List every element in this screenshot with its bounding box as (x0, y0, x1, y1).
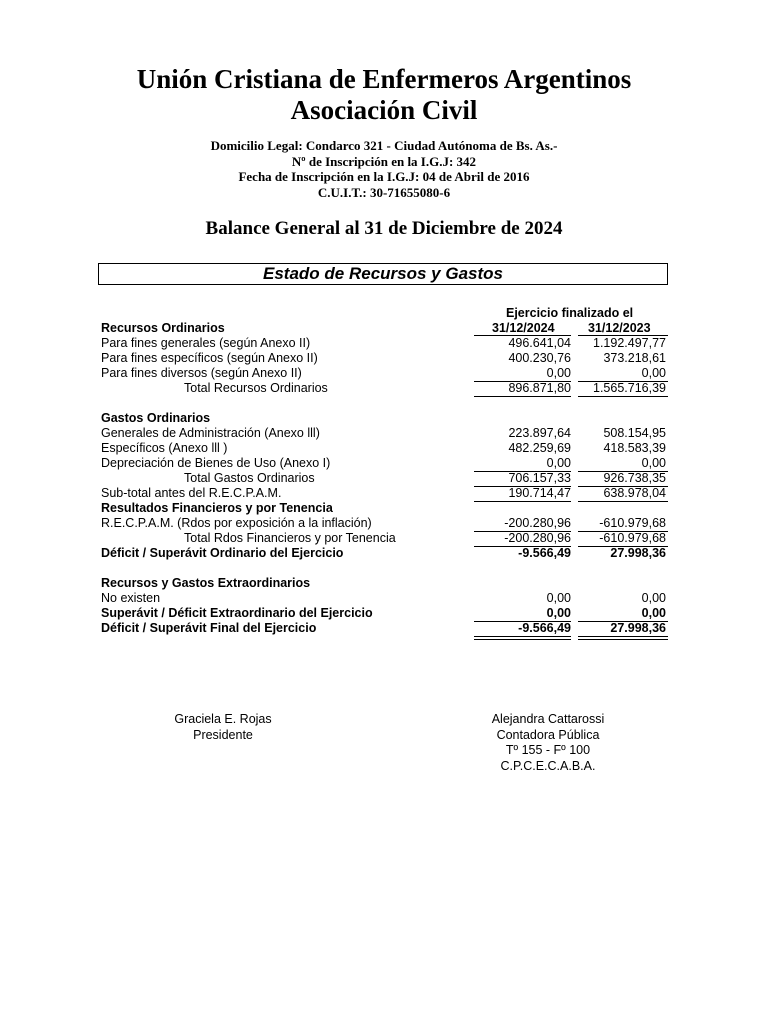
value-2024: -200.280,96 (504, 516, 571, 530)
value-2023: 1.192.497,77 (593, 336, 666, 350)
value-2024: -9.566,49 (518, 621, 571, 635)
value-2024: 896.871,80 (508, 381, 571, 395)
value-2024: 400.230,76 (508, 351, 571, 365)
igj-registration-date: Fecha de Inscripción en la I.G.J: 04 de Abril de 2016 (238, 169, 530, 184)
total-rule-2023 (578, 396, 668, 397)
value-2024: 190.714,47 (508, 486, 571, 500)
value-2023: 27.998,36 (610, 546, 666, 560)
section-heading-extraordinarios: Recursos y Gastos Extraordinarios (101, 576, 311, 590)
period-label: Ejercicio finalizado el (506, 306, 634, 320)
accountant-council: C.P.C.E.C.A.B.A. (500, 758, 596, 773)
total-row-label: Total Gastos Ordinarios (184, 471, 315, 485)
value-2023: -610.979,68 (599, 531, 666, 545)
result-row-label: Déficit / Superávit Ordinario del Ejercicio (101, 546, 344, 560)
value-2024: 482.259,69 (508, 441, 571, 455)
value-2023: 418.583,39 (603, 441, 666, 455)
row-label: Específicos (Anexo lll ) (101, 441, 228, 455)
final-double-rule-2024 (474, 639, 571, 640)
column-header-2023: 31/12/2023 (588, 321, 651, 335)
value-2023: 508.154,95 (603, 426, 666, 440)
value-2023: 638.978,04 (603, 486, 666, 500)
total-rule-2024 (474, 396, 571, 397)
final-double-rule-2024 (474, 636, 571, 637)
value-2023: 373.218,61 (603, 351, 666, 365)
final-double-rule-2023 (578, 639, 668, 640)
row-label: Sub-total antes del R.E.C.P.A.M. (101, 486, 282, 500)
igj-registration-number: Nº de Inscripción en la I.G.J: 342 (291, 153, 477, 169)
section-heading-recursos-ordinarios: Recursos Ordinarios (101, 321, 225, 335)
signature-accountant (473, 712, 623, 774)
value-2023: 0,00 (641, 366, 666, 380)
section-heading-gastos-ordinarios: Gastos Ordinarios (101, 411, 211, 425)
total-row-label: Total Rdos Financieros y por Tenencia (184, 531, 396, 545)
column-header-2024: 31/12/2024 (492, 321, 555, 335)
president-name: Graciela E. Rojas (174, 712, 272, 726)
accountant-role: Contadora Pública (496, 727, 600, 742)
subtotal-rule-2024 (474, 501, 571, 502)
row-label: R.E.C.P.A.M. (Rdos por exposición a la inflación) (101, 516, 372, 530)
row-label: No existen (101, 591, 161, 605)
value-2024: 496.641,04 (508, 336, 571, 350)
value-2023: 0,00 (641, 606, 666, 620)
registration-info (0, 138, 768, 200)
cuit-number: C.U.I.T.: 30-71655080-6 (317, 184, 451, 200)
row-label: Generales de Administración (Anexo lll) (101, 426, 320, 440)
result-row-label: Superávit / Déficit Extraordinario del Ejercicio (101, 606, 373, 620)
value-2024: 223.897,64 (508, 426, 571, 440)
value-2023: 926.738,35 (603, 471, 666, 485)
organization-name (0, 64, 768, 126)
value-2024: -200.280,96 (504, 531, 571, 545)
president-role: Presidente (193, 727, 253, 742)
total-row-label: Total Recursos Ordinarios (184, 381, 328, 395)
value-2024: 706.157,33 (508, 471, 571, 485)
row-label: Para fines diversos (según Anexo II) (101, 366, 302, 380)
legal-address: Domicilio Legal: Condarco 321 - Ciudad Autónoma de Bs. As.- (210, 138, 558, 153)
value-2024: 0,00 (546, 366, 571, 380)
value-2024: 0,00 (546, 456, 571, 470)
accountant-tomo-folio: Tº 155 - Fº 100 (505, 743, 591, 757)
value-2023: 27.998,36 (610, 621, 666, 635)
value-2024: 0,00 (546, 591, 571, 605)
statement-section-title: Estado de Recursos y Gastos (98, 263, 668, 285)
value-2023: 0,00 (641, 456, 666, 470)
balance-title: Balance General al 31 de Diciembre de 2024 (205, 218, 563, 239)
row-label: Para fines generales (según Anexo II) (101, 336, 311, 350)
organization-name-line2: Asociación Civil (290, 95, 478, 125)
value-2023: 0,00 (641, 591, 666, 605)
value-2023: -610.979,68 (599, 516, 666, 530)
value-2024: 0,00 (546, 606, 571, 620)
signature-president (148, 712, 298, 743)
value-2023: 1.565.716,39 (593, 381, 666, 395)
final-result-label: Déficit / Superávit Final del Ejercicio (101, 621, 317, 635)
final-double-rule-2023 (578, 636, 668, 637)
row-label: Para fines específicos (según Anexo II) (101, 351, 318, 365)
organization-name-line1: Unión Cristiana de Enfermeros Argentinos (136, 64, 632, 94)
accountant-name: Alejandra Cattarossi (491, 712, 605, 726)
subtotal-rule-2023 (578, 501, 668, 502)
section-heading-resultados-financieros: Resultados Financieros y por Tenencia (101, 501, 333, 515)
value-2024: -9.566,49 (518, 546, 571, 560)
row-label: Depreciación de Bienes de Uso (Anexo I) (101, 456, 331, 470)
